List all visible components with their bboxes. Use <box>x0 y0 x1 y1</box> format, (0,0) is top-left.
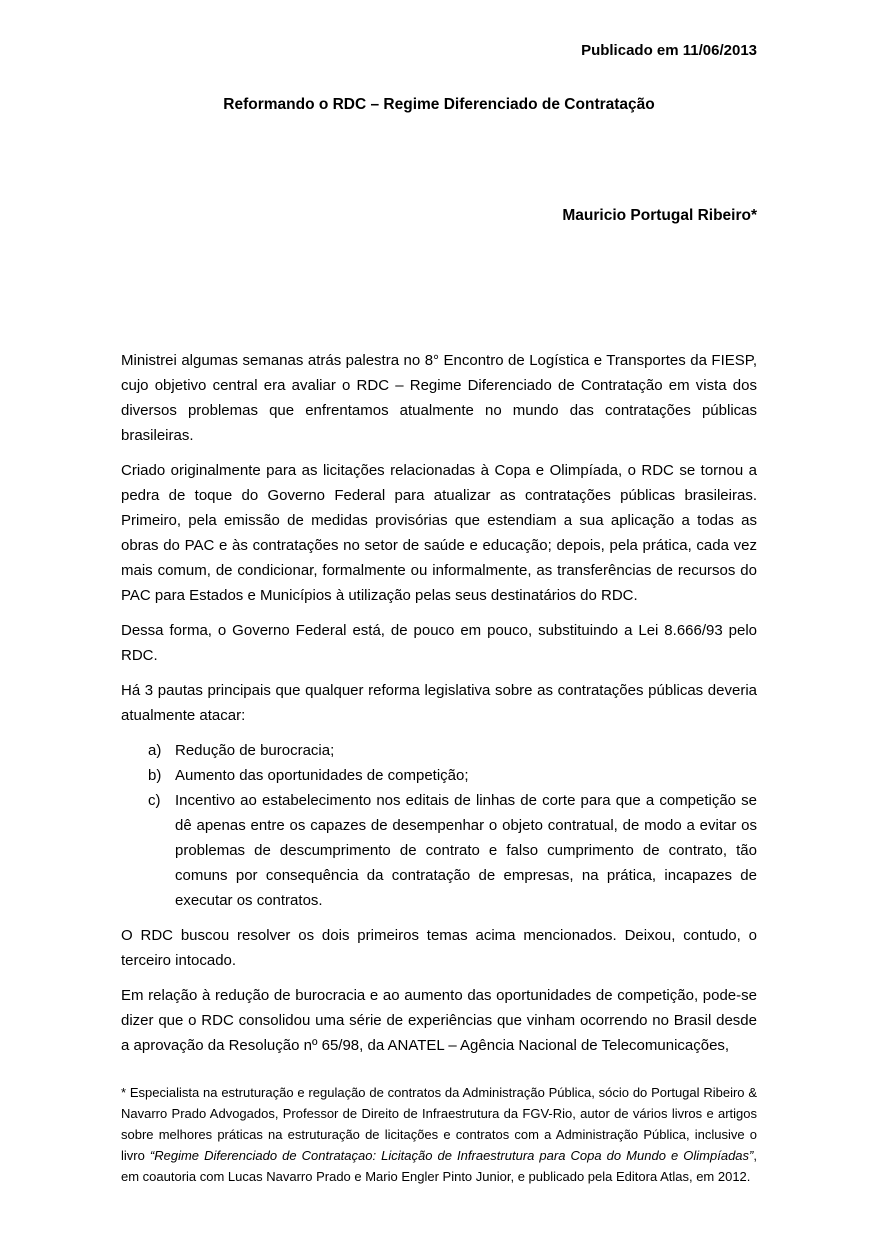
footnote-book-title: “Regime Diferenciado de Contrataçao: Licitação de Infraestrutura para Copa do Mundo e Olimpíadas” <box>149 1148 754 1163</box>
list-item-text: Incentivo ao estabelecimento nos editais de linhas de corte para que a competição se dê apenas entre os capazes de desempenhar o objeto contratual, de modo a evitar os problemas de descumprimento de contrato e falso cumprimento de contrato, tão comuns por consequência da contratação de empresas, na prática, incapazes de executar os contratos. <box>175 792 757 909</box>
list-marker: c) <box>148 792 161 809</box>
document-body <box>121 348 757 1058</box>
published-date: Publicado em 11/06/2013 <box>581 42 757 59</box>
list-marker: a) <box>148 742 162 759</box>
footnote-text-after: , em coautoria com Lucas Navarro Prado e Mario Engler Pinto Junior, e publicado pela Editora Atlas, em 2012. <box>121 1148 757 1184</box>
list-item <box>148 788 757 913</box>
author-name: Mauricio Portugal Ribeiro* <box>562 207 757 224</box>
paragraph-origin-rdc: Criado originalmente para as licitações relacionadas à Copa e Olimpíada, o RDC se tornou a pedra de toque do Governo Federal para atualizar as contratações públicas brasileiras. Primeiro, pela emissão de medidas provisórias que estendiam a sua aplicação a todas as obras do PAC e às contratações no setor de saúde e educação; depois, pela prática, cada vez mais comum, de condicionar, formalmente ou informalmente, as transferências de recursos do PAC para Estados e Municípios à utilização pelas seus destinatários do RDC. <box>121 462 757 604</box>
footnote-text-before: * Especialista na estruturação e regulação de contratos da Administração Pública, sócio do Portugal Ribeiro & Navarro Prado Advogados, Professor de Direito de Infraestrutura da FGV-Rio, autor de vários livros e artigos sobre melhores práticas na estruturação de licitações e contratos com a Administração Pública, inclusive o livro <box>121 1085 757 1163</box>
list-item-text: Aumento das oportunidades de competição; <box>175 767 469 784</box>
document-title: Reformando o RDC – Regime Diferenciado de Contratação <box>223 96 655 113</box>
footnote <box>121 1082 757 1187</box>
paragraph-rdc-buscou: O RDC buscou resolver os dois primeiros temas acima mencionados. Deixou, contudo, o terceiro intocado. <box>121 927 757 969</box>
paragraph-tres-pautas: Há 3 pautas principais que qualquer reforma legislativa sobre as contratações públicas deveria atualmente atacar: <box>121 682 757 724</box>
list-item-text: Redução de burocracia; <box>175 742 335 759</box>
list-marker: b) <box>148 767 162 784</box>
paragraph-em-relacao: Em relação à redução de burocracia e ao aumento das oportunidades de competição, pode-se dizer que o RDC consolidou uma série de experiências que vinham ocorrendo no Brasil desde a aprovação da Resolução nº 65/98, da ANATEL – Agência Nacional de Telecomunicações, <box>121 987 757 1054</box>
list-item <box>148 763 757 788</box>
list-item <box>148 738 757 763</box>
lettered-list <box>121 738 757 913</box>
paragraph-dessa-forma: Dessa forma, o Governo Federal está, de pouco em pouco, substituindo a Lei 8.666/93 pelo RDC. <box>121 622 757 664</box>
paragraph-intro: Ministrei algumas semanas atrás palestra no 8° Encontro de Logística e Transportes da FIESP, cujo objetivo central era avaliar o RDC – Regime Diferenciado de Contratação em vista dos diversos problemas que enfrentamos atualmente no mundo das contratações públicas brasileiras. <box>121 352 757 444</box>
